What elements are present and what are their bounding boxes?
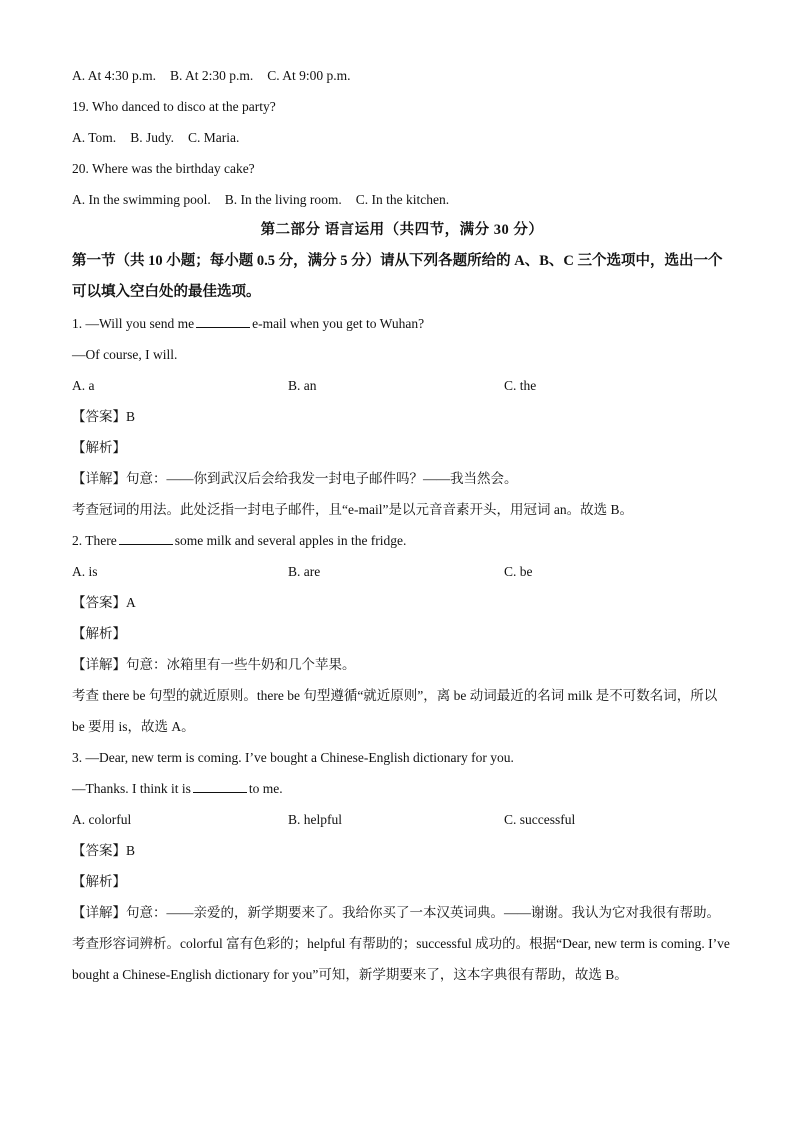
q19-options — [72, 122, 732, 153]
q3-question: 3. —Dear, new term is coming. I’ve bought a Chinese-English dictionary for you. — [72, 750, 514, 765]
q3-detail: 【详解】句意：——亲爱的，新学期要来了。我给你买了一本汉英词典。——谢谢。我认为它对我很有帮助。 — [72, 905, 720, 920]
q2-question-post: some milk and several apples in the fridge. — [174, 533, 407, 548]
q2-option-c: C. be — [504, 564, 533, 579]
q3-blank — [193, 780, 247, 793]
q1-option-c: C. the — [504, 378, 537, 393]
q1-question-pre: 1. —Will you send me — [72, 316, 195, 331]
q3-options — [72, 804, 732, 835]
part2-title: 第二部分 语言运用（共四节，满分 30 分） — [260, 222, 544, 238]
q1-options — [72, 370, 732, 401]
q3-option-b: B. helpful — [288, 812, 342, 827]
q2-option-a: A. is — [72, 564, 98, 579]
q2-answer: 【答案】A — [72, 595, 136, 610]
q1-explanation: 考查冠词的用法。此处泛指一封电子邮件，且“e-mail”是以元音音素开头，用冠词 an。故选 B。 — [72, 502, 633, 517]
q1-question — [72, 308, 732, 339]
q20-option-b: B. In the living room. — [224, 192, 342, 207]
q2-question-pre: 2. There — [72, 533, 117, 548]
q2-detail: 【详解】句意：冰箱里有一些牛奶和几个苹果。 — [72, 657, 356, 672]
q1-detail: 【详解】句意：——你到武汉后会给我发一封电子邮件吗？——我当然会。 — [72, 471, 518, 486]
q18-option-b: B. At 2:30 p.m. — [170, 68, 254, 83]
q19-option-c: C. Maria. — [187, 130, 240, 145]
q3-explanation: 考查形容词辨析。colorful 富有色彩的；helpful 有帮助的；successful 成功的。根据“Dear, new term is coming. I’ve bought a Chinese-English dictionary for you”可知，新学期要来了，这本字典很有帮助，故选 B。 — [72, 936, 730, 982]
q19-question: 19. Who danced to disco at the party? — [72, 99, 276, 114]
q3-response-pre: —Thanks. I think it is — [72, 781, 191, 796]
q20-option-c: C. In the kitchen. — [355, 192, 450, 207]
q2-explanation: 考查 there be 句型的就近原则。there be 句型遵循“就近原则”，离 be 动词最近的名词 milk 是不可数名词，所以 be 要用 is，故选 A。 — [72, 688, 718, 734]
q1-question-post: e-mail when you get to Wuhan? — [252, 316, 425, 331]
q2-option-b: B. are — [288, 564, 321, 579]
q1-blank — [196, 315, 250, 328]
q20-question: 20. Where was the birthday cake? — [72, 161, 255, 176]
q19-option-a: A. Tom. — [72, 130, 117, 145]
q3-response — [72, 773, 732, 804]
q1-option-a: A. a — [72, 378, 95, 393]
q3-analysis-label: 【解析】 — [72, 874, 126, 889]
q20-option-a: A. In the swimming pool. — [72, 192, 211, 207]
q2-options — [72, 556, 732, 587]
q1-option-b: B. an — [288, 378, 317, 393]
q2-analysis-label: 【解析】 — [72, 626, 126, 641]
q3-option-a: A. colorful — [72, 812, 132, 827]
q18-option-a: A. At 4:30 p.m. — [72, 68, 157, 83]
q18-option-c: C. At 9:00 p.m. — [267, 68, 351, 83]
q3-response-post: to me. — [248, 781, 283, 796]
q3-option-c: C. successful — [504, 812, 576, 827]
q2-blank — [119, 532, 173, 545]
q2-question — [72, 525, 732, 556]
section1-instructions: 第一节（共 10 小题；每小题 0.5 分，满分 5 分）请从下列各题所给的 A、B、C 三个选项中，选出一个可以填入空白处的最佳选项。 — [72, 253, 723, 300]
q3-answer: 【答案】B — [72, 843, 136, 858]
q1-answer: 【答案】B — [72, 409, 136, 424]
document-page — [72, 60, 732, 990]
q1-response: —Of course, I will. — [72, 347, 178, 362]
q19-option-b: B. Judy. — [130, 130, 174, 145]
q1-analysis-label: 【解析】 — [72, 440, 126, 455]
q18-options — [72, 60, 732, 91]
q20-options — [72, 184, 732, 215]
